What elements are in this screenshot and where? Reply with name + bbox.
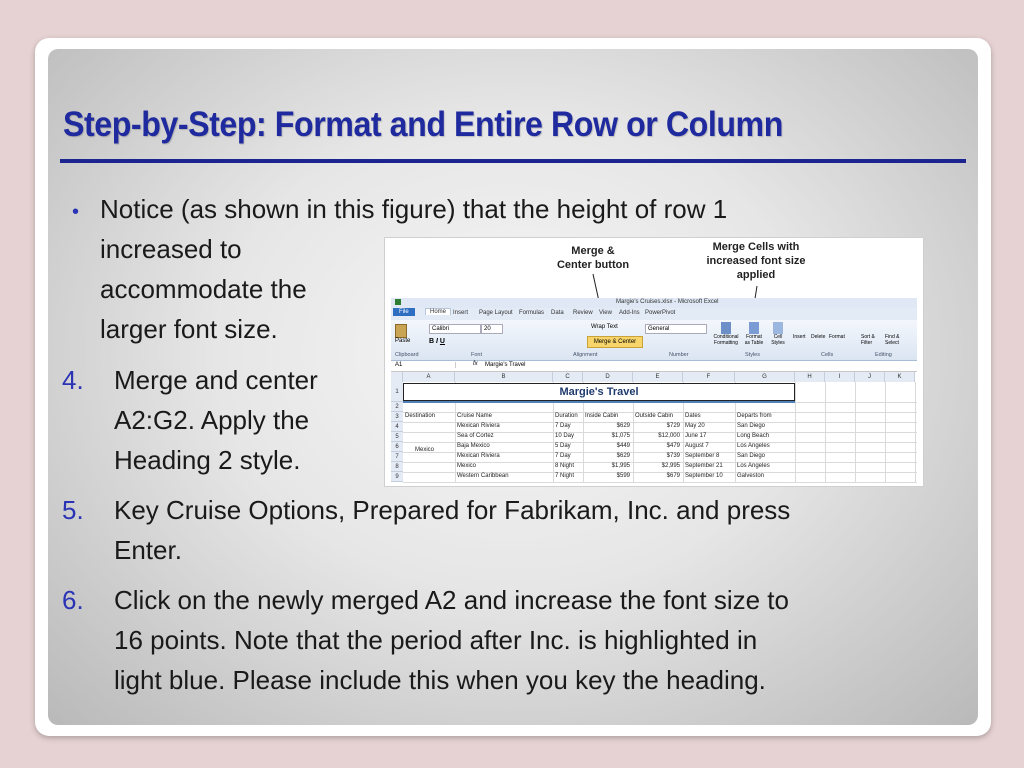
name-box[interactable]: A1: [395, 362, 456, 368]
heading-underline: [403, 401, 795, 403]
step5-number: 5.: [62, 495, 84, 525]
data-cell[interactable]: May 20: [685, 423, 705, 429]
step4-line-2-rest: . Apply the: [187, 405, 310, 435]
data-cell[interactable]: Long Beach: [737, 433, 770, 439]
number-format-select[interactable]: General: [645, 324, 707, 334]
group-alignment: Alignment: [573, 352, 598, 358]
data-cell[interactable]: Los Angeles: [737, 463, 770, 469]
step5-keytext: Cruise Options, Prepared for Fabrikam, Inc.: [166, 495, 669, 525]
data-cell[interactable]: $679: [666, 473, 680, 479]
data-cell[interactable]: $629: [616, 423, 630, 429]
data-cell[interactable]: Mexican Riviera: [457, 423, 500, 429]
slide-title: Step-by-Step: Format and Entire Row or Column: [63, 105, 783, 144]
column-header-e[interactable]: E: [633, 372, 683, 382]
tab-view[interactable]: View: [599, 310, 612, 316]
gridline: [855, 382, 856, 482]
data-cell[interactable]: $599: [616, 473, 630, 479]
data-cell[interactable]: September 21: [685, 463, 723, 469]
font-size-select[interactable]: 20: [481, 324, 503, 334]
step6-pre: Click on the newly merged: [114, 585, 425, 615]
bullet-line-1: [72, 189, 79, 232]
font-name-select[interactable]: Calibri: [429, 324, 481, 334]
step5-post: and press: [668, 495, 791, 525]
column-header-c[interactable]: C: [553, 372, 583, 382]
data-cell[interactable]: $2,995: [661, 463, 680, 469]
sort-filter-button[interactable]: Sort & Filter: [861, 334, 875, 346]
group-editing: Editing: [875, 352, 892, 358]
paste-label: Paste: [395, 338, 411, 344]
step6-line-3: light blue. Please include this when you key the heading.: [114, 665, 766, 695]
find-select-button[interactable]: Find & Select: [885, 334, 900, 346]
data-cell[interactable]: 5 Day: [555, 443, 571, 449]
excel-logo-icon: [395, 299, 401, 305]
conditional-formatting-icon: [721, 322, 731, 334]
window-title: Margie's Cruises.xlsx - Microsoft Excel: [616, 299, 719, 305]
step4-style: Heading 2: [114, 445, 233, 475]
cell-styles-label: Cell Styles: [771, 334, 785, 346]
select-all-corner[interactable]: [391, 372, 403, 382]
data-cell[interactable]: 7 Day: [555, 423, 571, 429]
ribbon-tabs: [391, 308, 917, 320]
step5-pre: Key: [114, 495, 167, 525]
column-header-a[interactable]: A: [403, 372, 455, 382]
data-cell[interactable]: September 10: [685, 473, 723, 479]
gridline: [915, 382, 916, 482]
data-cell[interactable]: $449: [616, 443, 630, 449]
tab-page-layout[interactable]: Page Layout: [479, 310, 513, 316]
tab-data[interactable]: Data: [551, 310, 564, 316]
bold-button[interactable]: B I U: [429, 338, 445, 345]
callout-merge-center: Merge & Center button: [556, 245, 630, 271]
step6-post: and increase the font size to: [456, 585, 789, 615]
step5-line-2: [114, 530, 182, 570]
data-cell[interactable]: San Diego: [737, 453, 766, 459]
group-styles: Styles: [745, 352, 760, 358]
gridline: [403, 482, 917, 483]
bullet-text-2: increased to: [100, 234, 242, 264]
column-header-i[interactable]: I: [825, 372, 855, 382]
step6-line-1: [114, 580, 789, 620]
row-header-2[interactable]: 2: [391, 402, 403, 412]
merge-center-button[interactable]: Merge & Center: [587, 336, 643, 348]
data-cell[interactable]: September 8: [685, 453, 720, 459]
data-cell[interactable]: $729: [666, 423, 680, 429]
data-cell[interactable]: Baja Mexico: [457, 443, 490, 449]
step4-number: 4.: [62, 365, 84, 395]
bullet-text-4: larger font size.: [100, 314, 278, 344]
bullet-text-3: accommodate the: [100, 274, 307, 304]
step4-range: A2:G2: [114, 405, 188, 435]
column-header-g[interactable]: G: [735, 372, 795, 382]
bullet-text-1: Notice (as shown in this figure) that the height of row 1: [100, 194, 728, 224]
step4-line-1: Merge and center: [114, 365, 318, 395]
row-header-8[interactable]: 8: [391, 462, 403, 472]
callout-merge-cells: Merge Cells with increased font size applied: [706, 241, 806, 281]
paste-icon: [395, 324, 407, 338]
data-cell[interactable]: 7 Day: [555, 453, 571, 459]
data-cell[interactable]: $1,995: [611, 463, 630, 469]
row-header-9[interactable]: 9: [391, 472, 403, 482]
region-cell[interactable]: Mexico: [415, 447, 435, 453]
data-cell[interactable]: $1,075: [611, 433, 630, 439]
row-header-6[interactable]: 6: [391, 442, 403, 452]
formula-input[interactable]: Margie's Travel: [485, 362, 526, 368]
step6-cell: A2: [424, 585, 457, 615]
group-cells: Cells: [821, 352, 834, 358]
spreadsheet-grid[interactable]: [391, 372, 917, 484]
data-cell[interactable]: Mexican Riviera: [457, 453, 500, 459]
header-cell[interactable]: Departs from: [737, 413, 772, 419]
header-cell[interactable]: Inside Cabin: [585, 413, 619, 419]
tab-addins[interactable]: Add-Ins: [619, 310, 640, 316]
tab-formulas[interactable]: Formulas: [519, 310, 545, 316]
merged-title-cell[interactable]: Margie's Travel: [403, 383, 795, 401]
step6-line-2: 16 points. Note that the period after Inc. is highlighted in: [114, 625, 758, 655]
step5-enter: Enter: [114, 535, 175, 565]
wrap-text-button[interactable]: Wrap Text: [591, 324, 618, 330]
column-header-h[interactable]: H: [795, 372, 825, 382]
step5-line-1: [114, 490, 790, 530]
header-cell[interactable]: Duration: [555, 413, 578, 419]
conditional-formatting-button[interactable]: [711, 322, 741, 346]
data-cell[interactable]: 10 Day: [555, 433, 575, 439]
header-cell[interactable]: Cruise Name: [457, 413, 493, 419]
group-font: Font: [471, 352, 483, 358]
insert-button[interactable]: Insert: [793, 334, 806, 340]
tab-home[interactable]: Home: [425, 308, 451, 315]
format-button[interactable]: Format: [829, 334, 845, 340]
data-cell[interactable]: $12,000: [658, 433, 680, 439]
cond-format-label: Conditional Formatting: [713, 334, 739, 346]
format-table-button[interactable]: [743, 322, 765, 346]
column-header-f[interactable]: F: [683, 372, 735, 382]
data-cell[interactable]: $479: [666, 443, 680, 449]
function-icon: fx: [473, 361, 478, 367]
delete-button[interactable]: Delete: [811, 334, 826, 340]
row-header-3[interactable]: 3: [391, 412, 403, 422]
column-header-d[interactable]: D: [583, 372, 633, 382]
tab-powerpivot[interactable]: PowerPivot: [645, 310, 676, 316]
group-number: Number: [669, 352, 689, 358]
data-cell[interactable]: Mexico: [457, 463, 477, 469]
data-cell[interactable]: August 7: [685, 443, 709, 449]
tab-file[interactable]: File: [393, 308, 415, 316]
step5-end: .: [174, 535, 182, 565]
header-cell[interactable]: Outside Cabin: [635, 413, 674, 419]
row-header-1[interactable]: 1: [391, 382, 403, 402]
column-header-j[interactable]: J: [855, 372, 885, 382]
formula-bar: [391, 361, 917, 372]
step4-line-3-rest: style.: [232, 445, 301, 475]
slide: [48, 49, 978, 725]
row-header-4[interactable]: 4: [391, 422, 403, 432]
data-cell[interactable]: $629: [616, 453, 630, 459]
row-header-7[interactable]: 7: [391, 452, 403, 462]
ribbon: [391, 320, 917, 361]
step4-line-3: [114, 440, 300, 480]
tab-review[interactable]: Review: [573, 310, 593, 316]
column-header-b[interactable]: B: [455, 372, 553, 382]
gridline: [825, 382, 826, 482]
data-cell[interactable]: Sea of Cortez: [457, 433, 494, 439]
data-cell[interactable]: 7 Night: [555, 473, 575, 479]
step6-number: 6.: [62, 585, 84, 615]
row-header-5[interactable]: 5: [391, 432, 403, 442]
paste-button[interactable]: [395, 324, 410, 344]
format-table-label: Format as Table: [744, 334, 764, 346]
data-cell[interactable]: Galveston: [737, 473, 765, 479]
group-clipboard: Clipboard: [395, 352, 419, 358]
data-cell[interactable]: Los Angeles: [737, 443, 770, 449]
gridline: [885, 382, 886, 482]
data-cell[interactable]: San Diego: [737, 423, 766, 429]
data-cell[interactable]: $739: [666, 453, 680, 459]
data-cell[interactable]: 8 Night: [555, 463, 575, 469]
format-table-icon: [749, 322, 759, 334]
bullet-icon: •: [72, 201, 80, 223]
cell-styles-button[interactable]: [767, 322, 789, 346]
header-cell[interactable]: Dates: [685, 413, 701, 419]
step4-line-2: [114, 400, 309, 440]
column-header-k[interactable]: K: [885, 372, 915, 382]
data-cell[interactable]: Western Caribbean: [457, 473, 509, 479]
tab-insert[interactable]: Insert: [453, 310, 469, 316]
gridline: [795, 382, 796, 482]
excel-figure: [384, 237, 924, 487]
data-cell[interactable]: June 17: [685, 433, 707, 439]
cell-styles-icon: [773, 322, 783, 334]
header-cell[interactable]: Destination: [405, 413, 436, 419]
